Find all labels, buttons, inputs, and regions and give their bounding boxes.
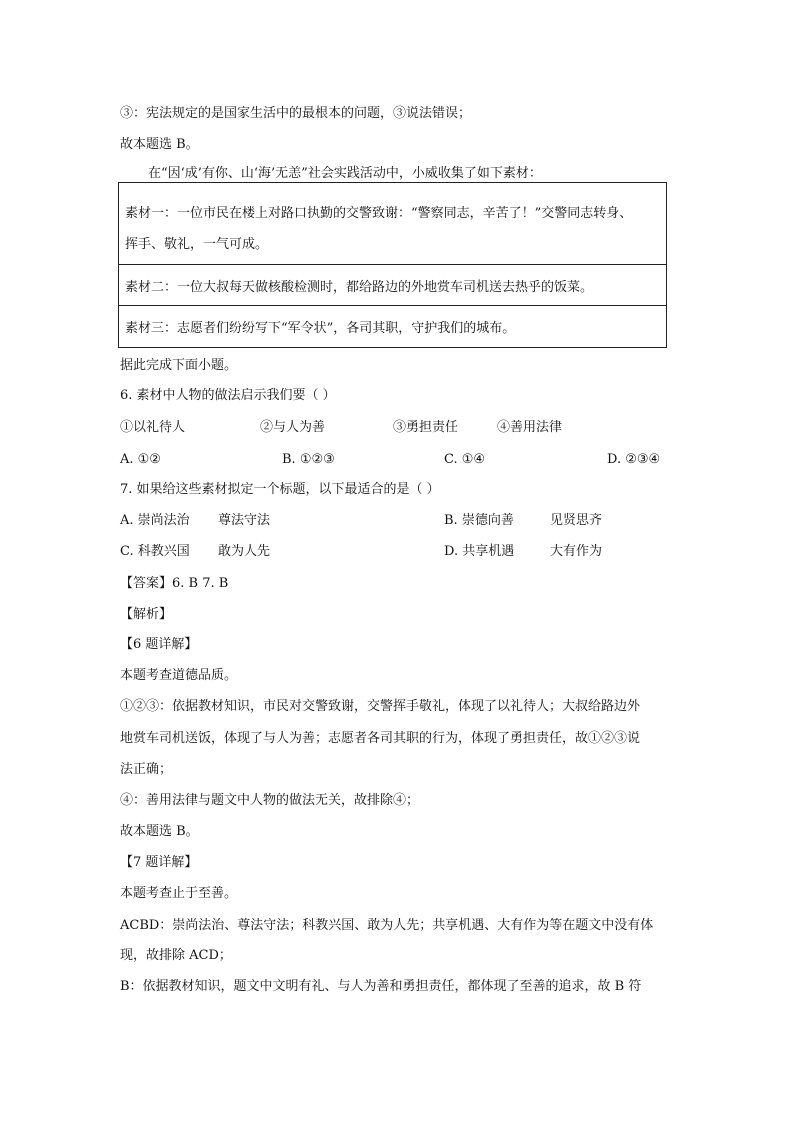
q6-item-4: ④善用法律: [497, 420, 563, 435]
detail6-line-3: 地赏车司机送饭，体现了与人为善；志愿者各司其职的行为，体现了勇担责任，故①②③说: [120, 731, 641, 746]
intro-line-3: 在“因‘成’有你、山‘海’无恙”社会实践活动中，小威收集了如下素材：: [148, 166, 542, 181]
q7-option-a-extra: 尊法守法: [218, 513, 271, 528]
detail6-line-4: 法正确；: [120, 762, 173, 777]
material-1-line-1: 素材一：一位市民在楼上对路口执勤的交警致谢：“警察同志，辛苦了！”交警同志转身、: [125, 206, 633, 221]
q7-option-d-extra: 大有作为: [550, 544, 603, 559]
q7-option-c-extra: 敢为人先: [218, 544, 271, 559]
q6-option-d: D. ②③④: [607, 452, 661, 467]
intro-line-1: ③：宪法规定的是国家生活中的最根本的问题，③说法错误；: [120, 106, 472, 121]
material-1-line-2: 挥手、敬礼，一气可成。: [125, 237, 269, 252]
detail6-line-1: 本题考查道德品质。: [120, 668, 238, 683]
detail7-line-4: B：依据教材知识，题文中文明有礼、与人为善和勇担责任，都体现了至善的追求，故 B 符: [120, 979, 642, 994]
prompt-text: 据此完成下面小题。: [120, 358, 238, 373]
q7-option-c: C. 科教兴国: [120, 544, 190, 559]
q7-option-b: B. 崇德向善: [444, 513, 514, 528]
material-row-3: [119, 306, 666, 347]
q6-item-2: ②与人为善: [260, 420, 326, 435]
q6-stem: 6. 素材中人物的做法启示我们要（ ）: [120, 388, 336, 403]
q6-item-3: ③勇担责任: [393, 420, 459, 435]
detail6-heading: 【6 题详解】: [120, 637, 198, 652]
material-2-line-1: 素材二：一位大叔每天做核酸检测时，都给路边的外地赏车司机送去热乎的饭菜。: [125, 280, 594, 295]
q6-option-b: B. ①②③: [282, 452, 335, 467]
detail7-line-1: 本题考查止于至善。: [120, 886, 238, 901]
materials-table: [118, 182, 667, 348]
detail7-line-3: 现，故排除 ACD；: [120, 948, 232, 963]
detail6-line-2: ①②③：依据教材知识，市民对交警致谢，交警挥手敬礼，体现了以礼待人；大叔给路边外: [120, 699, 641, 714]
q6-option-a: A. ①②: [120, 452, 161, 467]
detail6-line-5: ④：善用法律与题文中人物的做法无关，故排除④；: [120, 793, 420, 808]
q7-option-a: A. 崇尚法治: [120, 513, 190, 528]
material-row-1: [119, 183, 666, 265]
q7-stem: 7. 如果给这些素材拟定一个标题，以下最适合的是（ ）: [120, 482, 440, 497]
q6-option-c: C. ①④: [444, 452, 486, 467]
detail7-line-2: ACBD：崇尚法治、尊法守法；科教兴国、敢为人先；共享机遇、大有作为等在题文中没有体: [120, 918, 654, 933]
analysis-heading: 【解析】: [120, 607, 173, 622]
intro-line-2: 故本题选 B。: [120, 137, 199, 152]
detail7-heading: 【7 题详解】: [120, 855, 198, 870]
material-row-2: [119, 265, 666, 306]
q7-option-b-extra: 见贤思齐: [550, 513, 603, 528]
q7-option-d: D. 共享机遇: [444, 544, 515, 559]
material-3-line-1: 素材三：志愿者们纷纷写下“军令状”，各司其职，守护我们的城布。: [125, 321, 516, 336]
q6-item-1: ①以礼待人: [120, 420, 186, 435]
detail6-line-6: 故本题选 B。: [120, 824, 199, 839]
answer-line: 【答案】6. B 7. B: [120, 576, 229, 591]
